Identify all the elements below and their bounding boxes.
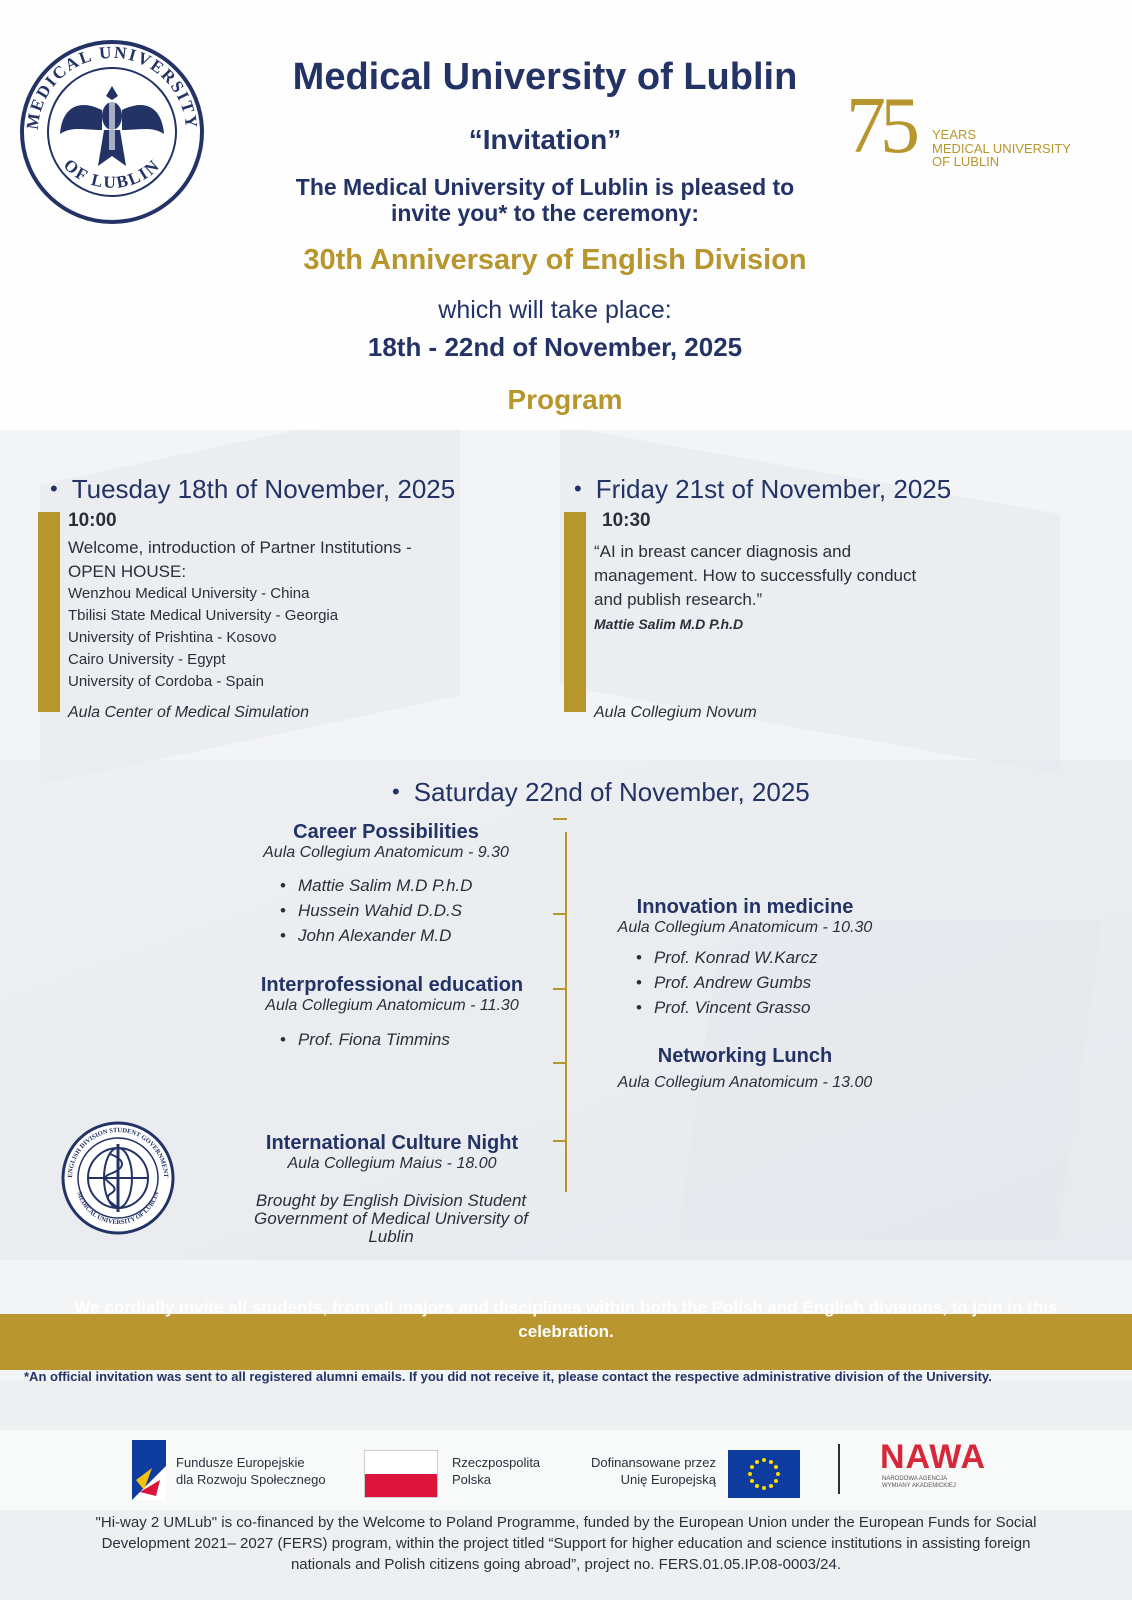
innovation-venue: Aula Collegium Anatomicum - 10.30 xyxy=(617,919,873,936)
nawa-logo: NAWA xyxy=(880,1438,986,1476)
student-seal-text-top: ENGLISH DIVISION STUDENT GOVERNMENT xyxy=(66,1126,170,1178)
student-seal-text-bottom: MEDICAL UNIVERSITY OF LUBLIN xyxy=(75,1190,161,1227)
program-label: Program xyxy=(507,384,623,415)
list-item: • John Alexander M.D xyxy=(280,923,472,948)
timeline-tick xyxy=(553,988,567,990)
interprof-section xyxy=(236,974,548,1015)
poland-label xyxy=(452,1454,540,1488)
anniversary-75-logo xyxy=(846,82,1106,172)
poland-flag-icon xyxy=(364,1450,438,1498)
anniversary-text-1: YEARS xyxy=(932,127,977,142)
tuesday-title: • Tuesday 18th of November, 2025 xyxy=(50,474,455,505)
career-section xyxy=(236,821,536,862)
eu-funds-line-2: dla Rozwoju Społecznego xyxy=(176,1472,326,1487)
tuesday-description xyxy=(68,536,468,584)
culture-note-line-1: Brought by English Division Student xyxy=(255,1191,527,1210)
career-heading: Career Possibilities xyxy=(293,821,479,843)
anniversary-number: 75 xyxy=(846,82,914,170)
logo-divider xyxy=(838,1444,840,1494)
banner-line-1: We cordially invite all students, from all majors and disciplines within both the Polish and English divisions, to join in this xyxy=(74,1298,1058,1317)
seal-text-top: MEDICAL UNIVERSITY xyxy=(22,42,202,131)
page-title: Medical University of Lublin xyxy=(292,56,798,98)
partner-item: Cairo University - Egypt xyxy=(68,651,226,668)
partner-item: University of Cordoba - Spain xyxy=(68,673,264,690)
friday-title: • Friday 21st of November, 2025 xyxy=(574,474,951,505)
student-government-seal xyxy=(60,1120,176,1236)
seal-text-bottom: OF LUBLIN xyxy=(60,155,164,193)
culture-section xyxy=(236,1132,548,1173)
funding-text xyxy=(40,1512,1092,1575)
lunch-heading: Networking Lunch xyxy=(657,1045,833,1067)
list-item: • Mattie Salim M.D P.h.D xyxy=(280,873,472,898)
timeline-tick xyxy=(553,913,567,915)
anniversary-text-2: MEDICAL UNIVERSITY xyxy=(932,141,1071,156)
nawa-sub-line-1: NARODOWA AGENCJA xyxy=(882,1476,948,1482)
culture-venue: Aula Collegium Maius - 18.00 xyxy=(287,1155,497,1172)
intro-text xyxy=(200,174,890,226)
tuesday-line-2: OPEN HOUSE: xyxy=(68,562,187,581)
partner-item: Tbilisi State Medical University - Georgia xyxy=(68,607,339,624)
lunch-section xyxy=(580,1045,910,1092)
lunch-venue: Aula Collegium Anatomicum - 13.00 xyxy=(617,1074,873,1091)
tuesday-time: 10:00 xyxy=(68,510,117,531)
career-speaker-list xyxy=(280,873,472,948)
timeline-tick xyxy=(553,1062,567,1064)
list-item: • Prof. Andrew Gumbs xyxy=(636,970,818,995)
university-seal-logo xyxy=(18,38,206,226)
friday-talk-line-1: “AI in breast cancer diagnosis and xyxy=(594,542,852,561)
interprof-heading: Interprofessional education xyxy=(260,974,524,996)
list-item: • Prof. Vincent Grasso xyxy=(636,995,818,1020)
friday-talk-line-3: and publish research.” xyxy=(594,590,763,609)
nawa-sub-line-2: WYMIANY AKADEMICKIEJ xyxy=(882,1483,956,1489)
invitation-label: “Invitation” xyxy=(468,124,622,155)
friday-gold-bar xyxy=(564,512,586,712)
saturday-title: • Saturday 22nd of November, 2025 xyxy=(392,777,810,808)
culture-heading: International Culture Night xyxy=(265,1132,519,1154)
place-intro: which will take place: xyxy=(438,296,672,324)
eu-funds-label xyxy=(176,1454,326,1488)
funding-line-2: Development 2021– 2027 (FERS) program, within the project titled “Support for higher education and science institutions in assisting foreign xyxy=(101,1535,1031,1552)
list-item: • Prof. Konrad W.Karcz xyxy=(636,945,818,970)
timeline-tick xyxy=(553,1140,567,1142)
intro-line-1: The Medical University of Lublin is pleased to xyxy=(295,174,795,200)
eu-flag-icon xyxy=(728,1450,800,1498)
interprof-speaker-list xyxy=(280,1027,450,1052)
innovation-section xyxy=(580,896,910,937)
alumni-note: *An official invitation was sent to all registered alumni emails. If you did not receive it, please contact the respective administrative division of the University. xyxy=(24,1369,992,1384)
poland-line-2: Polska xyxy=(452,1472,492,1487)
friday-talk-line-2: management. How to successfully conduct xyxy=(594,566,917,585)
nawa-subtitle xyxy=(882,1476,956,1490)
timeline-tick xyxy=(553,818,567,820)
friday-venue: Aula Collegium Novum xyxy=(594,704,757,721)
culture-note-line-2: Government of Medical University of xyxy=(254,1209,528,1228)
tuesday-line-1: Welcome, introduction of Partner Institutions - xyxy=(68,538,412,557)
eu-cofunded-line-2: Unię Europejską xyxy=(620,1472,716,1487)
tuesday-gold-bar xyxy=(38,512,60,712)
timeline-line xyxy=(565,832,567,1192)
innovation-heading: Innovation in medicine xyxy=(636,896,854,918)
innovation-speaker-list xyxy=(636,945,818,1020)
eu-funds-line-1: Fundusze Europejskie xyxy=(176,1455,305,1470)
list-item: • Prof. Fiona Timmins xyxy=(280,1027,450,1052)
eu-cofunded-line-1: Dofinansowane przez xyxy=(590,1455,716,1470)
invite-banner-text xyxy=(10,1294,1122,1344)
friday-talk xyxy=(594,540,994,612)
partner-item: Wenzhou Medical University - China xyxy=(68,585,310,602)
eu-funds-logo xyxy=(132,1440,166,1500)
partner-item: University of Prishtina - Kosovo xyxy=(68,629,277,646)
friday-time: 10:30 xyxy=(602,510,651,531)
career-venue: Aula Collegium Anatomicum - 9.30 xyxy=(263,844,509,861)
culture-note-line-3: Lublin xyxy=(368,1227,414,1246)
banner-line-2: celebration. xyxy=(518,1322,614,1341)
funding-line-1: "Hi-way 2 UMLub" is co-financed by the Welcome to Poland Programme, funded by the European Union under the European Funds for Social xyxy=(95,1514,1037,1531)
culture-note xyxy=(226,1192,556,1246)
event-dates: 18th - 22nd of November, 2025 xyxy=(367,332,743,362)
intro-line-2: invite you* to the ceremony: xyxy=(390,200,699,226)
event-name: 30th Anniversary of English Division xyxy=(303,244,807,276)
partner-list xyxy=(68,583,468,693)
friday-speaker: Mattie Salim M.D P.h.D xyxy=(594,616,744,632)
tuesday-venue: Aula Center of Medical Simulation xyxy=(68,704,310,721)
eu-cofunded-label xyxy=(580,1454,716,1488)
interprof-venue: Aula Collegium Anatomicum - 11.30 xyxy=(265,997,519,1014)
poland-line-1: Rzeczpospolita xyxy=(452,1455,541,1470)
list-item: • Hussein Wahid D.D.S xyxy=(280,898,472,923)
anniversary-text-3: OF LUBLIN xyxy=(932,154,1000,169)
funding-line-3: nationals and Polish citizens going abroad”, project no. FERS.01.05.IP.08-0003/24. xyxy=(290,1556,842,1573)
